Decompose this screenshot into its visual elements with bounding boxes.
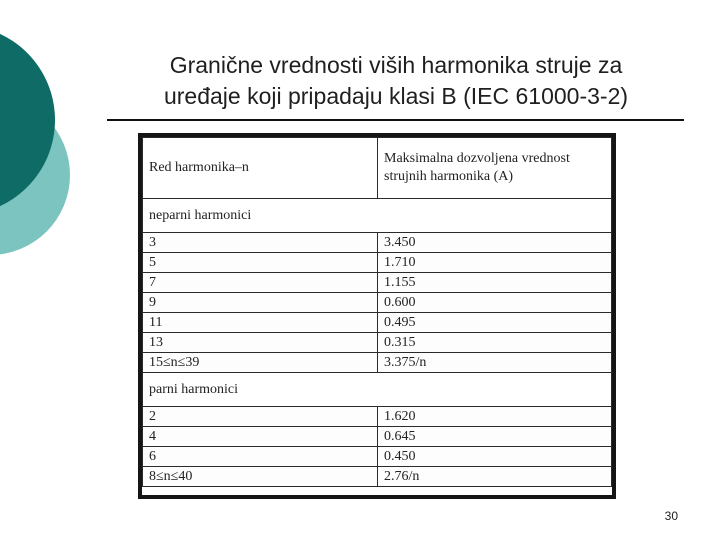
harmonic-max-value: 0.600: [378, 293, 612, 313]
harmonic-order: 6: [143, 447, 378, 467]
table-row: [143, 313, 612, 333]
table-row: [143, 253, 612, 273]
harmonic-order: 8≤n≤40: [143, 467, 378, 487]
table-row: [143, 333, 612, 353]
harmonic-order: 13: [143, 333, 378, 353]
even-harmonics-group: [143, 373, 612, 407]
title-line-2: uređaje koji pripadaju klasi B (IEC 61000-3-2): [163, 83, 629, 109]
harmonic-order: 3: [143, 233, 378, 253]
harmonic-order: 15≤n≤39: [143, 353, 378, 373]
harmonic-max-value: 0.495: [378, 313, 612, 333]
slide-title: [108, 50, 684, 112]
harmonics-table-inner: [142, 137, 612, 495]
harmonic-max-value: 0.315: [378, 333, 612, 353]
title-line-1: Granične vrednosti viših harmonika struje za: [169, 52, 623, 78]
harmonic-order: 2: [143, 407, 378, 427]
harmonic-order: 9: [143, 293, 378, 313]
table-row: [143, 353, 612, 373]
table-header-row: [143, 138, 612, 199]
odd-harmonics-group: [143, 199, 612, 233]
harmonic-order: 4: [143, 427, 378, 447]
harmonics-table: [142, 137, 612, 487]
harmonic-max-value: 3.450: [378, 233, 612, 253]
harmonic-max-value: 1.710: [378, 253, 612, 273]
harmonic-order: 7: [143, 273, 378, 293]
harmonic-max-value: 1.620: [378, 407, 612, 427]
harmonic-max-value: 0.645: [378, 427, 612, 447]
harmonic-max-value: 3.375/n: [378, 353, 612, 373]
harmonic-max-value: 1.155: [378, 273, 612, 293]
page-number: 30: [664, 509, 678, 523]
harmonic-max-value: 0.450: [378, 447, 612, 467]
header-max-value-line-1: Maksimalna dozvoljena vrednost: [384, 151, 570, 166]
harmonic-max-value: 2.76/n: [378, 467, 612, 487]
harmonics-table-frame: [138, 133, 616, 499]
table-row: [143, 427, 612, 447]
table-row: [143, 273, 612, 293]
table-row: [143, 293, 612, 313]
table-row: [143, 233, 612, 253]
even-harmonics-group-label: parni harmonici: [143, 373, 612, 407]
harmonic-order: 5: [143, 253, 378, 273]
header-max-value-line-2: strujnih harmonika (A): [384, 169, 514, 184]
table-row: [143, 407, 612, 427]
decorative-circles: [0, 0, 90, 300]
harmonic-order: 11: [143, 313, 378, 333]
table-row: [143, 447, 612, 467]
header-max-value: [378, 138, 612, 199]
title-divider: [107, 119, 684, 121]
header-order: Red harmonika–n: [143, 138, 378, 199]
table-row: [143, 467, 612, 487]
odd-harmonics-group-label: neparni harmonici: [143, 199, 612, 233]
